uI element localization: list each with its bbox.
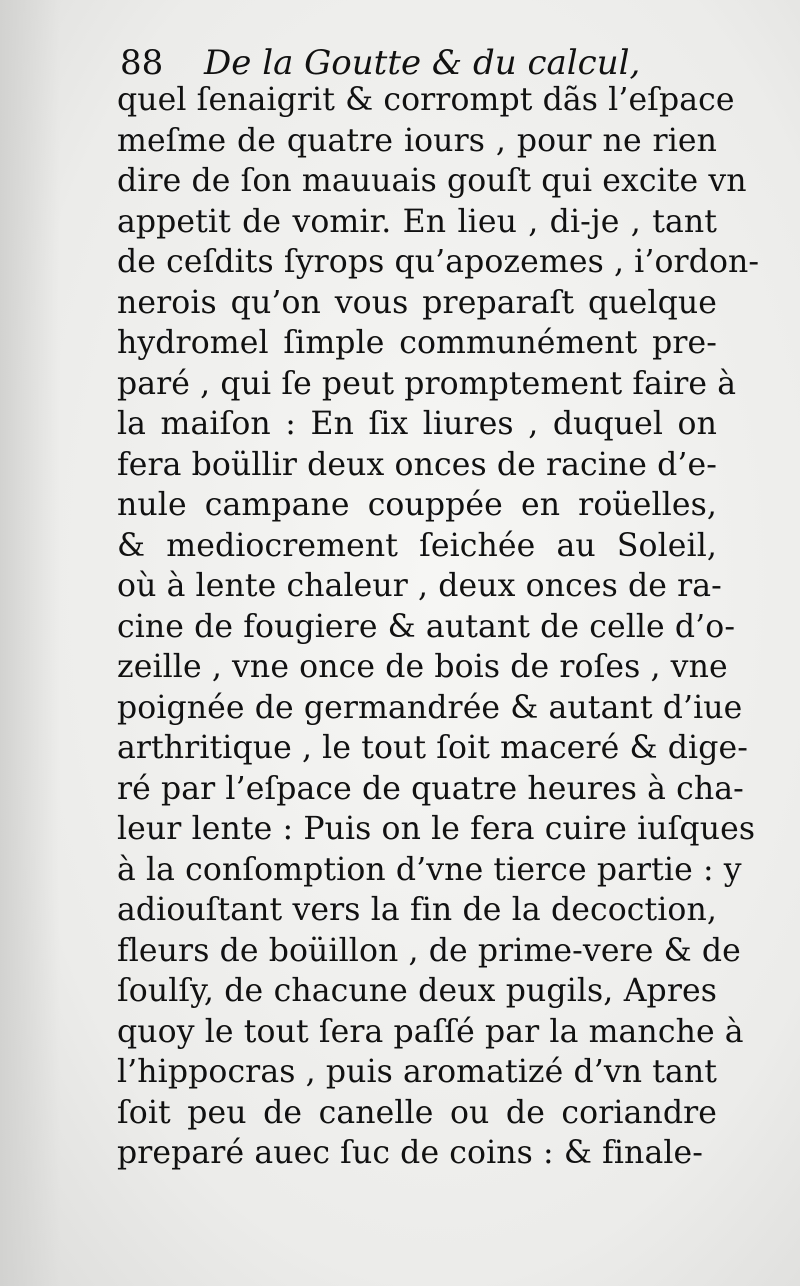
text-line: nerois qu’on vous preparaſt quelque — [117, 284, 717, 321]
text-line: adiouſtant vers la fin de la decoction, — [117, 892, 717, 928]
text-line: poignée de germandrée & autant d’iue — [117, 689, 743, 726]
text-line: preparé auec ſuc de coins : & finale- — [117, 1135, 703, 1171]
text-line: paré , qui ſe peut promptement faire à — [117, 365, 737, 402]
text-line: à la conſomption d’vne tierce partie : y — [117, 851, 742, 888]
text-line: arthritique , le tout ſoit maceré & dige- — [117, 730, 748, 766]
text-line: meſme de quatre iours , pour ne rien — [117, 122, 717, 159]
text-line: nule campane couppée en roüelles, — [117, 487, 717, 523]
gutter-shadow — [0, 0, 60, 1286]
text-line: quel ſenaigrit & corrompt dãs l’eſpace — [117, 82, 735, 118]
text-line: fera boüllir deux onces de racine d’e- — [117, 446, 718, 483]
text-line: l’hippocras , puis aromatizé d’vn tant — [117, 1054, 718, 1090]
text-line: cine de fougiere & autant de celle d’o- — [117, 608, 736, 645]
text-line: leur lente : Puis on le fera cuire iuſques — [117, 811, 756, 847]
text-line: fleurs de boüillon , de prime-vere & de — [117, 932, 741, 969]
text-line: ſoit peu de canelle ou de coriandre — [117, 1094, 717, 1131]
text-line: ſoulſy, de chacune deux pugils, Apres — [117, 973, 717, 1009]
running-title: De la Goutte & du calcul, — [204, 43, 641, 83]
text-line: zeille , vne once de bois de roſes , vne — [117, 649, 728, 685]
text-line: la maiſon : En ſix liures , duquel on — [117, 406, 717, 442]
body-text — [117, 80, 760, 1174]
text-line: & mediocrement ſeichée au Soleil, — [117, 527, 717, 564]
text-line: dire de ſon mauuais gouſt qui excite vn — [117, 163, 747, 199]
text-line: appetit de vomir. En lieu , di-je , tant — [117, 203, 717, 240]
text-line: hydromel ſimple communément pre- — [117, 325, 717, 361]
text-line: où à lente chaleur , deux onces de ra- — [117, 568, 722, 604]
text-line: de ceſdits ſyrops qu’apozemes , i’ordon- — [117, 244, 760, 280]
text-line: ré par l’eſpace de quatre heures à cha- — [117, 770, 744, 807]
text-line: quoy le tout ſera paſſé par la manche à — [117, 1013, 744, 1050]
page-number: 88 — [120, 43, 164, 83]
